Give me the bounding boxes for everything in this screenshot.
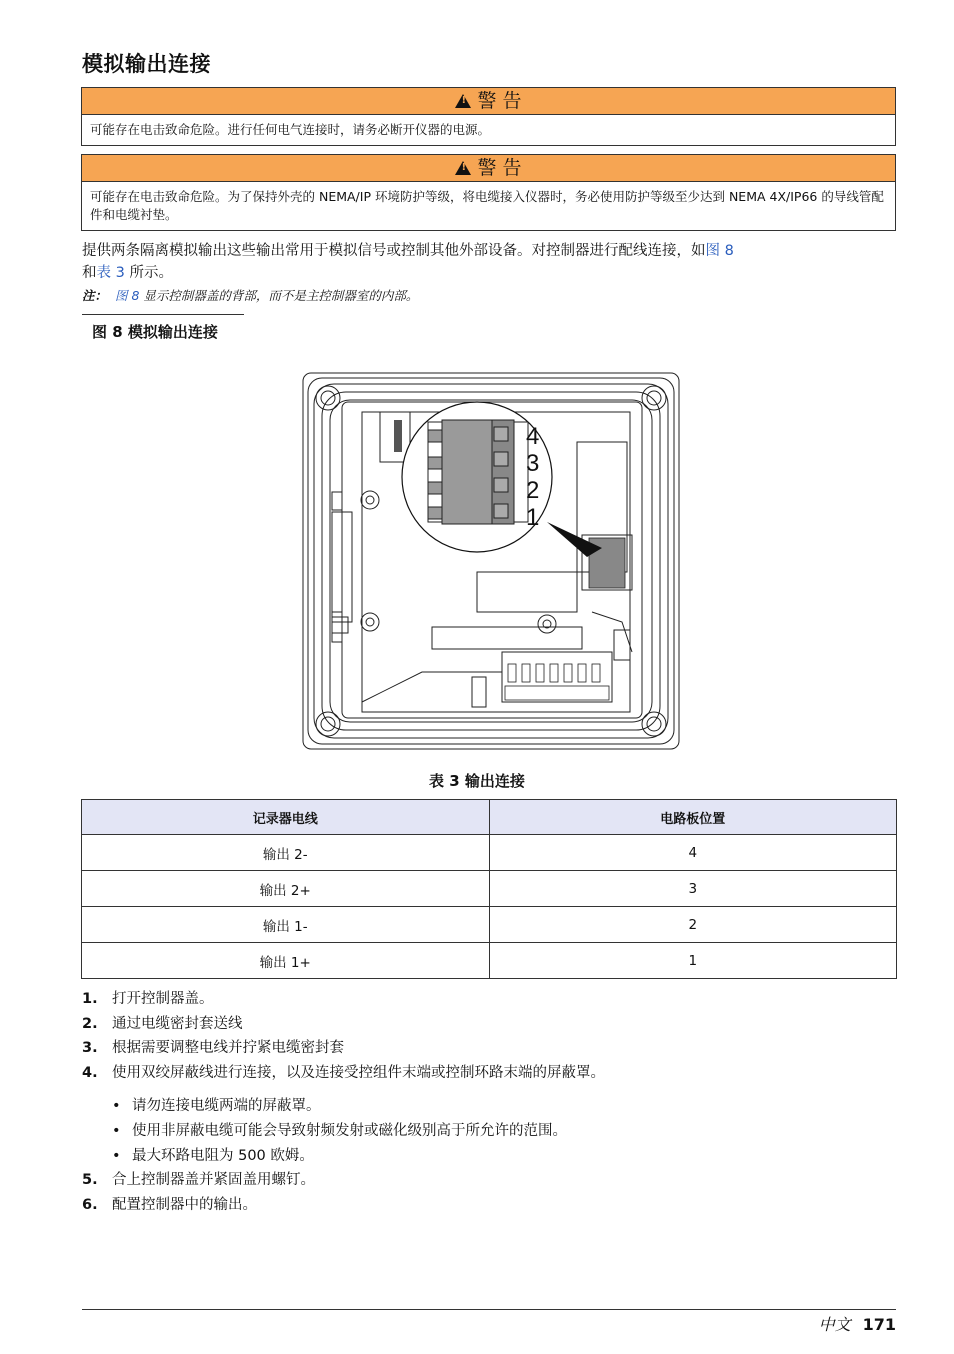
step-text: 打开控制器盖。 (112, 991, 214, 1007)
figure-link[interactable]: 图 8 (705, 243, 734, 259)
table-cell: 输出 1- (82, 907, 490, 943)
warning-box-1 (81, 87, 896, 146)
note-label: 注： (82, 288, 108, 303)
step-number: 4. (82, 1064, 98, 1081)
list-item (82, 1119, 902, 1144)
table-row (82, 871, 897, 907)
warning-box-2 (81, 154, 896, 231)
warning-label: 警 告 (477, 157, 522, 179)
step-number: 6. (82, 1196, 98, 1213)
intro-text: 提供两条隔离模拟输出这些输出常用于模拟信号或控制其他外部设备。对控制器进行配线连接，如 (82, 243, 706, 259)
table-cell: 2 (489, 907, 897, 943)
list-item (82, 1036, 902, 1061)
step-text: 合上控制器盖并紧固盖用螺钉。 (112, 1172, 315, 1189)
table-header-row (82, 800, 897, 835)
list-item (82, 1012, 902, 1037)
table-cell: 输出 2- (82, 835, 490, 871)
column-header: 电路板位置 (489, 800, 897, 835)
table-cell: 3 (489, 871, 897, 907)
figure-caption: 图 8 模拟输出连接 (92, 323, 218, 341)
warning-header (82, 155, 895, 182)
bullet-dot-icon: • (112, 1147, 121, 1164)
list-item (82, 987, 902, 1012)
callout-2: 2 (526, 477, 540, 504)
table-row (82, 907, 897, 943)
figure-link[interactable]: 图 8 (114, 288, 140, 303)
callout-1: 1 (526, 504, 540, 531)
bullet-dot-icon: • (112, 1122, 121, 1139)
figure-rule (82, 314, 244, 315)
page-number: 171 (862, 1315, 896, 1334)
step-text: 通过电缆密封套送线 (112, 1015, 243, 1032)
table-link[interactable]: 表 3 (96, 265, 125, 281)
note-text: 显示控制器盖的背部，而不是主控制器室的内部。 (139, 288, 419, 303)
warning-label: 警 告 (477, 90, 522, 112)
bullet-text: 使用非屏蔽电缆可能会导致射频发射或磁化级别高于所允许的范围。 (132, 1122, 567, 1139)
table-cell: 1 (489, 943, 897, 979)
bullet-text: 请勿连接电缆两端的屏蔽罩。 (132, 1098, 321, 1115)
page-title: 模拟输出连接 (82, 52, 211, 76)
warning-triangle-icon (455, 161, 471, 175)
list-item (82, 1094, 902, 1119)
warning-text: 可能存在电击致命危险。进行任何电气连接时，请务必断开仪器的电源。 (90, 122, 491, 137)
note (82, 286, 418, 304)
step-text: 根据需要调整电线并拧紧电缆密封套 (112, 1040, 344, 1057)
table-caption: 表 3 输出连接 (429, 772, 525, 790)
step-number: 1. (82, 991, 98, 1007)
list-item (82, 1144, 902, 1169)
callout-3: 3 (526, 450, 540, 477)
step-number: 3. (82, 1040, 98, 1057)
list-item (82, 1061, 902, 1086)
warning-text: 可能存在电击致命危险。为了保持外壳的 NEMA/IP 环境防护等级，将电缆接入仪器时，务必使用防护等级至少达到 NEMA 4X/IP66 的导线管配件和电缆衬垫。 (90, 189, 884, 222)
wiring-diagram (302, 372, 680, 750)
column-header: 记录器电线 (82, 800, 490, 835)
footer-language: 中文 (818, 1315, 851, 1334)
step-number: 5. (82, 1172, 98, 1189)
warning-header (82, 88, 895, 115)
footer-rule (82, 1309, 896, 1310)
bullet-dot-icon: • (112, 1098, 121, 1115)
intro-paragraph (82, 240, 898, 284)
table-row (82, 835, 897, 871)
page-footer (819, 1312, 896, 1335)
table-cell: 输出 1+ (82, 943, 490, 979)
list-item (82, 1168, 902, 1193)
procedure-steps (82, 987, 902, 1217)
step-text: 使用双绞屏蔽线进行连接，以及连接受控组件末端或控制环路末端的屏蔽罩。 (112, 1064, 605, 1081)
bullet-text: 最大环路电阻为 500 欧姆。 (132, 1147, 314, 1164)
callout-4: 4 (526, 423, 540, 450)
warning-triangle-icon (455, 94, 471, 108)
output-connections-table (81, 799, 897, 979)
step-text: 配置控制器中的输出。 (112, 1196, 257, 1213)
table-cell: 4 (489, 835, 897, 871)
intro-text: 和 (82, 265, 97, 281)
table-cell: 输出 2+ (82, 871, 490, 907)
list-item (82, 1193, 902, 1218)
step-number: 2. (82, 1015, 98, 1032)
intro-text: 所示。 (124, 265, 173, 281)
table-row (82, 943, 897, 979)
